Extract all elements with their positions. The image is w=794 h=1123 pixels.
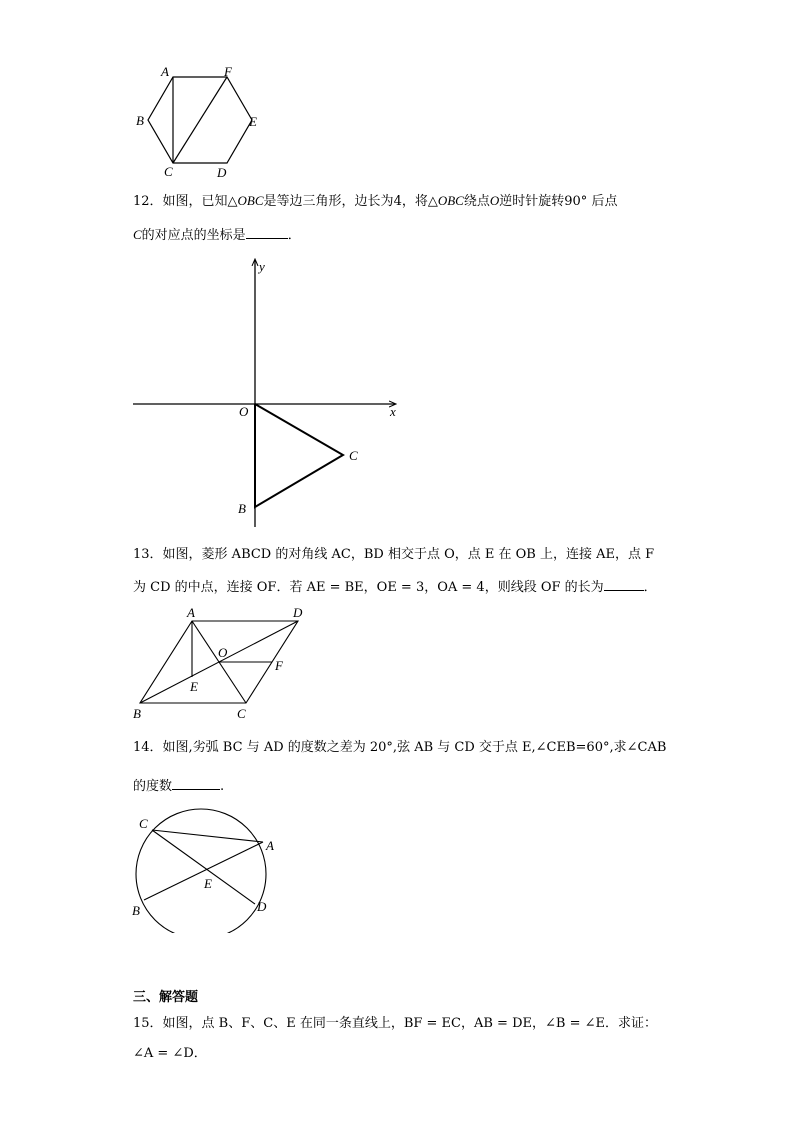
- label-E: E: [190, 679, 198, 694]
- label-A: A: [187, 605, 195, 620]
- q15-text: ∠A = ∠D．: [133, 1046, 207, 1061]
- label-O: O: [218, 645, 228, 660]
- q12-line1: [133, 193, 617, 210]
- chord-CA: [152, 830, 263, 842]
- q13-figure: [128, 603, 318, 723]
- triangle-OBC: [255, 404, 343, 507]
- q12-math: 4: [393, 194, 402, 209]
- q12-text-part: 如图，已知△: [162, 194, 238, 209]
- q15-line2: [133, 1046, 207, 1062]
- q12-text-part: ，将△: [401, 194, 438, 209]
- segment-FC: [173, 77, 227, 163]
- q14-figure: [128, 808, 288, 933]
- q12-text-part: 是等边三角形，边长为: [263, 194, 394, 209]
- q13-answer-blank[interactable]: [604, 578, 644, 591]
- label-D: D: [293, 605, 303, 620]
- q14-line2: [133, 777, 224, 795]
- label-B: B: [238, 501, 246, 516]
- q13-text: 如图，菱形 ABCD 的对角线 AC，BD 相交于点 O，点 E 在 OB 上，连接 AE，点 F: [162, 547, 655, 562]
- q12-math: OBC: [237, 193, 264, 208]
- q13-line2: [133, 578, 657, 596]
- label-B: B: [133, 706, 141, 721]
- section-title: 三、解答题: [133, 990, 199, 1005]
- label-y: y: [259, 259, 265, 274]
- label-x: x: [390, 404, 396, 419]
- label-C: C: [349, 448, 358, 463]
- chord-CD: [152, 830, 255, 904]
- q15-text: 如图，点 B、F、C、E 在同一条直线上，BF = EC，AB = DE，∠B = ∠E．求证：: [162, 1016, 657, 1031]
- label-E: E: [249, 114, 257, 129]
- hexagon-figure: [130, 60, 270, 185]
- q14-text: 如图,劣弧 BC 与 AD 的度数之差为 20°,弦 AB 与 CD 交于点 E,∠CEB=60°,求∠CAB: [162, 740, 667, 755]
- q13-number: 13．: [133, 547, 163, 562]
- q12-math: O: [489, 193, 500, 208]
- q12-figure: [130, 255, 410, 535]
- label-A: A: [266, 838, 274, 853]
- q14-line1: [133, 740, 666, 756]
- q15-number: 15．: [133, 1016, 163, 1031]
- q14-answer-blank[interactable]: [172, 777, 220, 790]
- label-B: B: [136, 113, 144, 128]
- q12-answer-blank[interactable]: [246, 226, 288, 239]
- q12-text-part: 绕点: [463, 194, 490, 209]
- label-C: C: [139, 816, 148, 831]
- q14-text-end: .: [220, 779, 225, 794]
- q14-text: 的度数: [133, 779, 173, 794]
- q12-math: 90°: [564, 194, 588, 209]
- q13-line1: [133, 547, 654, 563]
- chord-AB: [144, 842, 263, 900]
- q12-math: OBC: [437, 193, 464, 208]
- label-D: D: [217, 165, 227, 180]
- q12-line2: [133, 226, 301, 244]
- q12-number: 12．: [133, 194, 163, 209]
- label-E: E: [204, 876, 212, 891]
- q12-text-part: 后点: [587, 194, 618, 209]
- label-B: B: [132, 903, 140, 918]
- q12-math: C: [133, 227, 142, 242]
- label-F: F: [275, 658, 283, 673]
- label-A: A: [161, 64, 169, 79]
- circle: [136, 809, 266, 933]
- label-C: C: [237, 706, 246, 721]
- q12-text-part: ．: [287, 228, 301, 243]
- q12-text-part: 逆时针旋转: [499, 194, 565, 209]
- q13-text: 为 CD 的中点，连接 OF．若 AE = BE，OE = 3，OA = 4，则线段 OF 的长为: [133, 580, 604, 595]
- label-F: F: [224, 64, 232, 79]
- q14-number: 14．: [133, 740, 163, 755]
- label-C: C: [164, 164, 173, 179]
- q13-text-end: ．: [643, 580, 657, 595]
- q15-line1: [133, 1016, 657, 1032]
- q12-text-part: 的对应点的坐标是: [141, 228, 246, 243]
- label-D: D: [257, 899, 267, 914]
- label-O: O: [239, 404, 249, 419]
